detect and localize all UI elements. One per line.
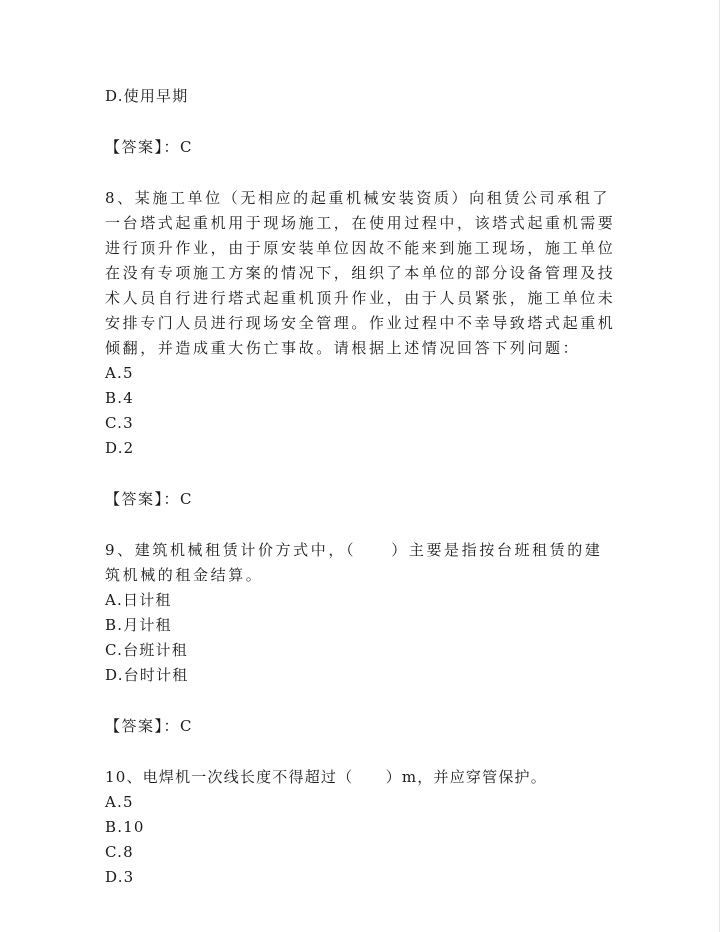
question-8-option-d: D.2 [105,439,135,457]
question-8-option-a: A.5 [105,364,134,382]
question-10-text: 10、电焊机一次线长度不得超过（ ）m，并应穿管保护。 [105,768,547,786]
question-10-option-a: A.5 [105,793,134,811]
question-9-option-b: B.月计租 [105,616,172,634]
question-9-option-a: A.日计租 [105,591,172,609]
question-8-option-c: C.3 [105,414,134,432]
answer-line-q7: 【答案】：C [105,138,193,156]
question-10-option-b: B.10 [105,818,145,836]
question-8-option-b: B.4 [105,389,134,407]
question-10-option-c: C.8 [105,843,134,861]
page-content [105,84,620,890]
answer-line-q8: 【答案】：C [105,490,193,508]
answer-line-q9: 【答案】：C [105,717,193,735]
question-8-text: 8、某施工单位（无相应的起重机械安装资质）向租赁公司承租了一台塔式起重机用于现场施工，在使用过程中，该塔式起重机需要进行顶升作业，由于原安装单位因故不能来到施工现场，施工单位在没有专项施工方案的情况下，组织了本单位的部分设备管理及技术人员自行进行塔式起重机顶升作业，由于人员紧张，施工单位未安排专门人员进行现场安全管理。作业过程中不幸导致塔式起重机倾翻，并造成重大伤亡事故。请根据上述情况回答下列问题： [105,189,616,357]
question-9-text: 9、建筑机械租赁计价方式中，（ ）主要是指按台班租赁的建筑机械的租金结算。 [105,541,603,584]
previous-question-option-d: D.使用早期 [105,87,189,105]
question-9-option-c: C.台班计租 [105,641,188,659]
question-10-option-d: D.3 [105,868,135,886]
question-9-option-d: D.台时计租 [105,666,189,684]
